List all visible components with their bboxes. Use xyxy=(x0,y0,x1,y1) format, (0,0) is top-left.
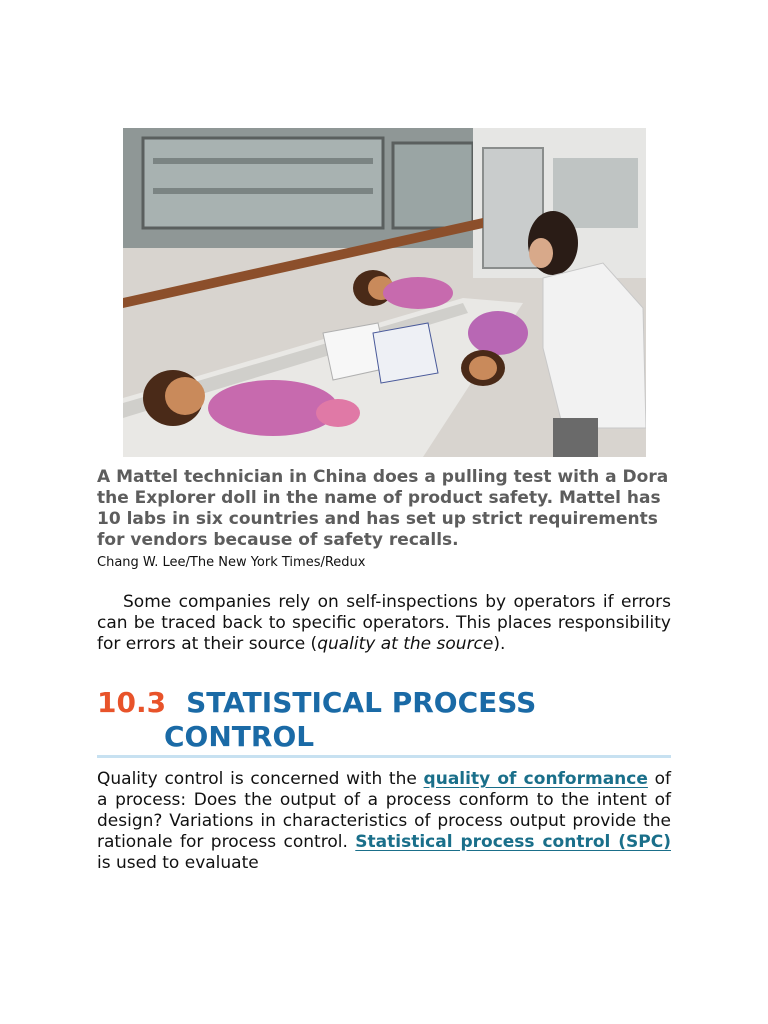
section-title-line2: CONTROL xyxy=(164,720,315,753)
paragraph-self-inspection xyxy=(97,592,671,655)
section-title-line1: STATISTICAL PROCESS xyxy=(186,686,537,719)
paragraph-quality-control xyxy=(97,769,671,874)
section-heading xyxy=(97,686,671,754)
paragraph-mid: of a process: Does the output of a process conform to the intent of design? Variations in characteristics of process output provide the rationale for process control. xyxy=(97,769,672,852)
photo-caption: A Mattel technician in China does a pulling test with a Dora the Explorer doll in the name of product safety. Mattel has 10 labs in six countries and has set up strict requirements for vendors because of safety recalls. xyxy=(97,467,669,550)
lab-photo xyxy=(123,128,646,457)
paragraph-tail: ). xyxy=(493,634,506,654)
term-quality-at-source: quality at the source xyxy=(317,634,494,654)
paragraph-lead: Quality control is concerned with the xyxy=(97,769,424,789)
section-number: 10.3 xyxy=(97,686,167,719)
lab-photo-illustration xyxy=(123,128,646,457)
section-divider xyxy=(97,755,671,758)
paragraph-tail: is used to evaluate xyxy=(97,853,259,873)
link-statistical-process-control[interactable]: Statistical process control (SPC) xyxy=(355,832,671,852)
paragraph-lead: Some companies rely on self-inspections by operators if errors can be traced back to specific operators. This places responsibility for errors at their source ( xyxy=(97,592,671,654)
link-quality-of-conformance[interactable]: quality of conformance xyxy=(423,769,648,789)
photo-credit: Chang W. Lee/The New York Times/Redux xyxy=(97,555,366,570)
